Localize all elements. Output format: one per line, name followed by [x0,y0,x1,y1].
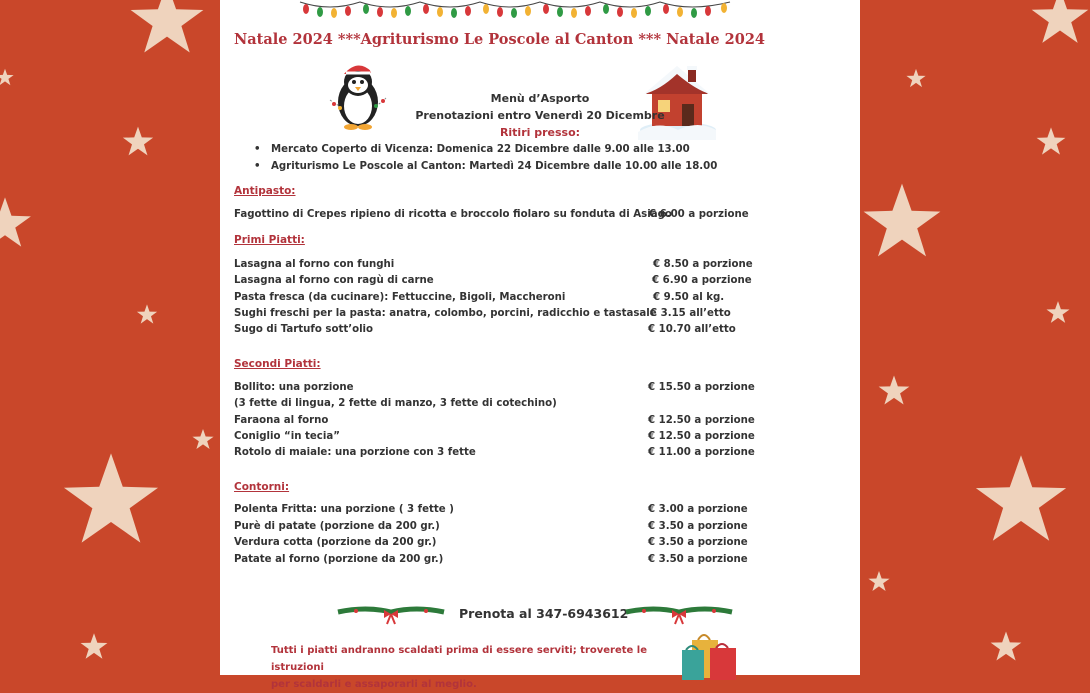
menu-price: € 15.50 a porzione [648,382,755,393]
star-icon [1030,0,1090,44]
section-title-antipasto: Antipasto: [234,185,296,197]
star-icon [1036,126,1066,156]
star-icon [990,630,1022,662]
menu-item: Rotolo di maiale: una porzione con 3 fette [234,447,476,458]
menu-item: Verdura cotta (porzione da 200 gr.) [234,537,437,548]
menu-item: Bollito: una porzione [234,382,354,393]
pickup-list [254,141,814,175]
menu-item: Sugo di Tartufo sott’olio [234,324,374,335]
star-icon [862,172,942,268]
menu-price: € 10.70 all’etto [648,324,736,335]
pickup-label: Ritiri presso: [499,126,581,139]
menu-page [220,0,860,690]
menu-item: Coniglio “in tecia” [234,431,340,442]
menu-item: Faraona al forno [234,415,329,426]
star-icon [906,68,926,88]
star-icon [0,68,14,86]
star-icon [974,448,1068,548]
menu-item: (3 fette di lingua, 2 fette di manzo, 3 fette di cotechino) [234,398,557,409]
menu-item: Lasagna al forno con funghi [234,259,395,270]
star-icon [192,428,214,450]
menu-price: € 3.50 a porzione [648,537,748,548]
star-icon [878,374,910,406]
star-icon [136,304,158,324]
section-title-primi: Primi Piatti: [234,234,305,246]
star-icon [80,632,108,660]
section-title-secondi: Secondi Piatti: [234,358,321,370]
section-title-contorni: Contorni: [234,481,290,493]
page-title: Natale 2024 ***Agriturismo Le Poscole al Canton *** Natale 2024 [234,31,765,48]
menu-price: € 3.15 all’etto [650,308,731,319]
list-item: • Agriturismo Le Poscole al Canton: Martedì 24 Dicembre dalle 10.00 alle 18.00 [254,158,814,175]
intro-block [370,90,710,141]
menu-price: € 6.90 a porzione [652,275,752,286]
menu-price: € 8.50 a porzione [653,259,753,270]
menu-label: Menù d’Asporto [490,92,590,105]
menu-price: € 3.50 a porzione [648,554,748,565]
menu-price: € 12.50 a porzione [648,415,755,426]
star-icon [868,570,890,592]
menu-item: Patate al forno (porzione da 200 gr.) [234,554,444,565]
star-icon [118,0,216,54]
star-icon [1046,300,1070,324]
menu-item: Sughi freschi per la pasta: anatra, colombo, porcini, radicchio e tastasale [234,308,657,319]
list-item: • Mercato Coperto di Vicenza: Domenica 22 Dicembre dalle 9.00 alle 13.00 [254,141,814,158]
star-icon [122,126,154,156]
heating-note [271,642,681,693]
booking-deadline: Prenotazioni entro Venerdì 20 Dicembre [415,109,665,122]
shopping-bags-icon [680,630,742,680]
menu-price: € 6.00 a porzione [649,209,749,220]
menu-item: Lasagna al forno con ragù di carne [234,275,434,286]
menu-price: € 11.00 a porzione [648,447,755,458]
menu-price: € 9.50 al kg. [653,292,725,303]
menu-price: € 3.00 a porzione [648,504,748,515]
menu-item: Pasta fresca (da cucinare): Fettuccine, Bigoli, Maccheroni [234,292,566,303]
menu-item: Purè di patate (porzione da 200 gr.) [234,521,440,532]
menu-item: Fagottino di Crepes ripieno di ricotta e broccolo fiolaro su fonduta di Asiago [234,209,672,220]
menu-price: € 3.50 a porzione [648,521,748,532]
holly-garland-icon [336,604,446,624]
note-line: per scaldarli e assaporarli al meglio. [271,679,477,690]
holly-garland-icon [624,604,734,624]
note-line: Tutti i piatti andranno scaldati prima di essere serviti; troverete le istruzioni [271,645,648,673]
booking-phone: Prenota al 347-6943612 [459,606,629,621]
menu-price: € 12.50 a porzione [648,431,755,442]
christmas-lights-icon [300,0,730,24]
menu-item: Polenta Fritta: una porzione ( 3 fette ) [234,504,454,515]
star-icon [62,448,160,548]
star-icon [0,194,32,250]
